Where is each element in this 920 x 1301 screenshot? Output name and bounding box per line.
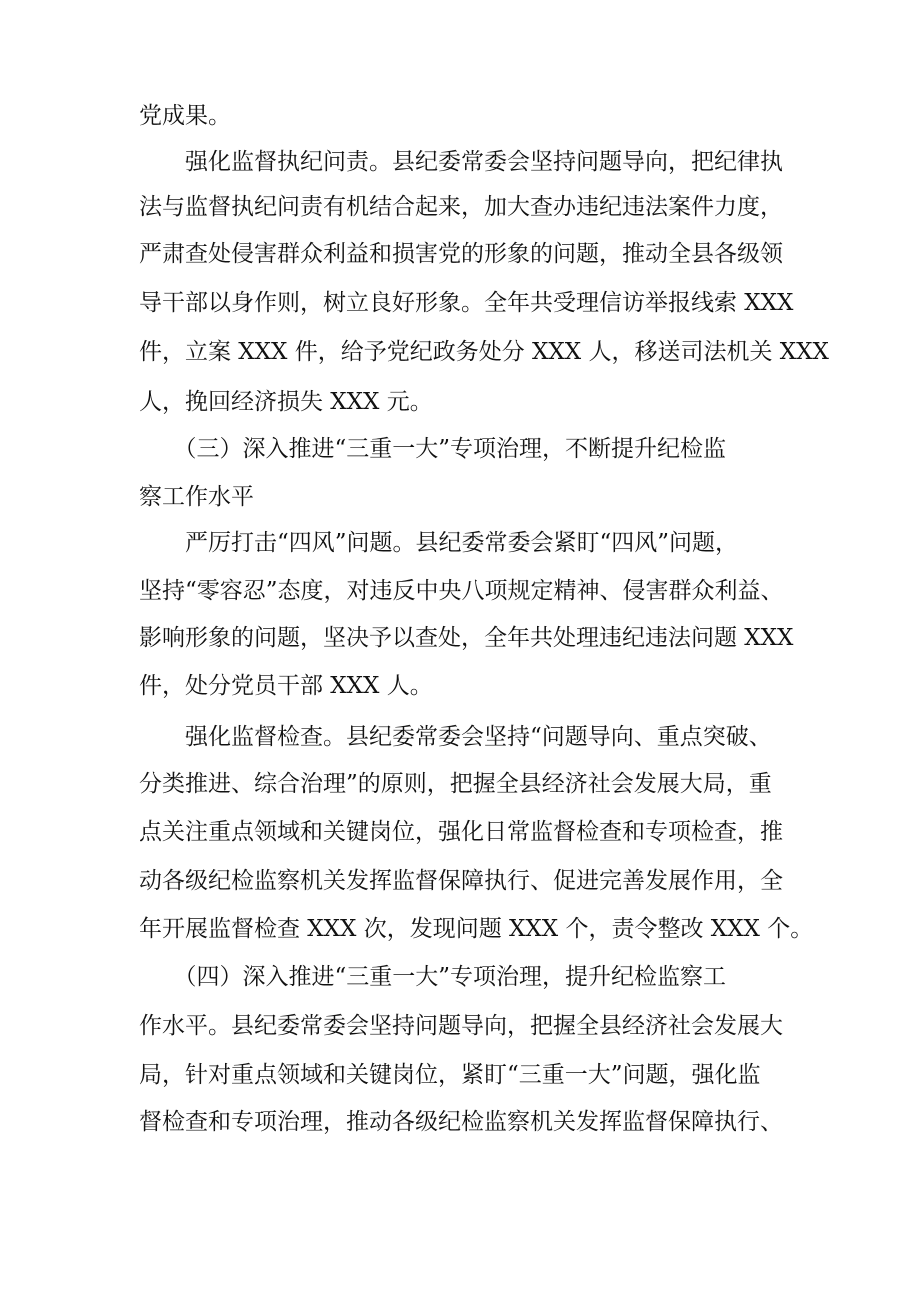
text-line: 人，挽回经济损失 XXX 元。	[139, 389, 433, 415]
text-line: 导干部以身作则，树立良好形象。全年共受理信访举报线索 XXX	[139, 290, 794, 316]
text-line: 党成果。	[139, 103, 231, 129]
text-line: 坚持“零容忍”态度，对违反中央八项规定精神、侵害群众利益、	[139, 578, 784, 604]
text-line: 件，立案 XXX 件，给予党纪政务处分 XXX 人，移送司法机关 XXX	[139, 339, 829, 365]
text-line: 影响形象的问题，坚决予以查处，全年共处理违纪违法问题 XXX	[139, 625, 794, 651]
text-line: 年开展监督检查 XXX 次，发现问题 XXX 个，责令整改 XXX 个。	[139, 916, 814, 942]
text-line: 作水平。县纪委常委会坚持问题导向，把握全县经济社会发展大	[139, 1013, 783, 1039]
section-heading-line: （三）深入推进“三重一大”专项治理，不断提升纪检监	[139, 436, 727, 462]
text-line: 件，处分党员干部 XXX 人。	[139, 673, 433, 699]
text-line: 强化监督执纪问责。县纪委常委会坚持问题导向，把纪律执	[139, 149, 783, 175]
section-heading-line: （四）深入推进“三重一大”专项治理，提升纪检监察工	[139, 964, 727, 990]
text-line: 法与监督执纪问责有机结合起来，加大查办违纪违法案件力度，	[139, 194, 783, 220]
text-line: 严肃查处侵害群众利益和损害党的形象的问题，推动全县各级领	[139, 241, 783, 267]
text-line: 强化监督检查。县纪委常委会坚持“问题导向、重点突破、	[139, 724, 772, 750]
text-line: 动各级纪检监察机关发挥监督保障执行、促进完善发展作用，全	[139, 868, 783, 894]
text-line: 严厉打击“四风”问题。县纪委常委会紧盯“四风”问题，	[139, 530, 739, 556]
section-heading-line: 察工作水平	[139, 484, 254, 510]
text-line: 督检查和专项治理，推动各级纪检监察机关发挥监督保障执行、	[139, 1109, 783, 1135]
text-line: 点关注重点领域和关键岗位，强化日常监督检查和专项检查，推	[139, 819, 783, 845]
text-line: 局，针对重点领域和关键岗位，紧盯“三重一大”问题，强化监	[139, 1062, 761, 1088]
text-line: 分类推进、综合治理”的原则，把握全县经济社会发展大局，重	[139, 771, 772, 797]
